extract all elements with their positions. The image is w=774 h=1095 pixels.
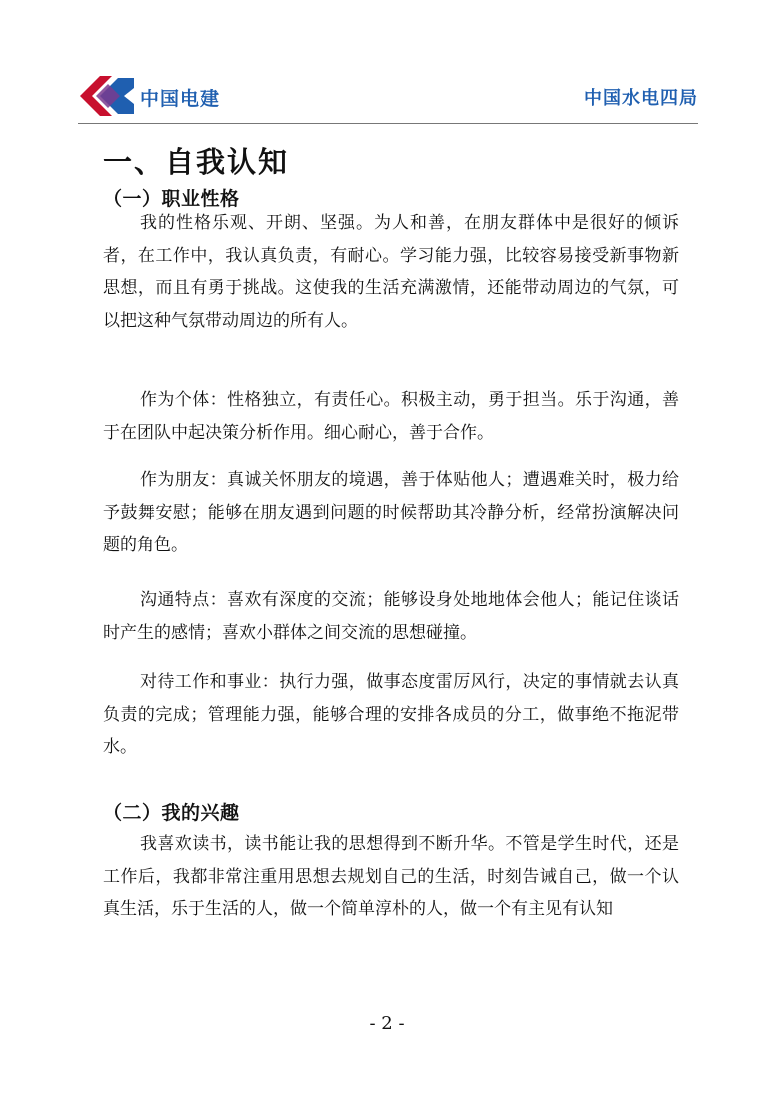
- paragraph-personality-1: 我的性格乐观、开朗、坚强。为人和善，在朋友群体中是很好的倾诉者，在工作中，我认真负责，有耐心。学习能力强，比较容易接受新事物新思想，而且有勇于挑战。这使我的生活充满激情，还能带动周边的气氛，可以把这种气氛带动周边的所有人。: [103, 213, 679, 331]
- paragraph-personality-3: 作为朋友：真诚关怀朋友的境遇，善于体贴他人；遭遇难关时，极力给予鼓舞安慰；能够在朋友遇到问题的时候帮助其冷静分析，经常扮演解决问题的角色。: [103, 470, 679, 555]
- paragraph-personality-5: 对待工作和事业：执行力强，做事态度雷厉风行，决定的事情就去认真负责的完成；管理能力强，能够合理的安排各成员的分工，做事绝不拖泥带水。: [103, 672, 679, 757]
- powerchina-logo-icon: [78, 72, 138, 120]
- subsection-heading-interests: （二）我的兴趣: [103, 802, 240, 824]
- paragraph-personality-4: 沟通特点：喜欢有深度的交流；能够设身处地地体会他人；能记住谈话时产生的感情；喜欢小群体之间交流的思想碰撞。: [103, 590, 679, 643]
- header-rule: [78, 123, 698, 124]
- page-number: - 2 -: [369, 1013, 405, 1034]
- section-title: 一、自我认知: [103, 145, 290, 179]
- paragraph-interests-1: 我喜欢读书，读书能让我的思想得到不断升华。不管是学生时代，还是工作后，我都非常注重用思想去规划自己的生活，时刻告诫自己，做一个认真生活，乐于生活的人，做一个简单淳朴的人，做一个有主见有认知: [103, 834, 679, 919]
- company-name: 中国水电四局: [584, 88, 698, 109]
- page-header: [78, 72, 698, 124]
- subsection-heading-personality: （一）职业性格: [103, 188, 240, 210]
- brand-name: 中国电建: [140, 88, 221, 110]
- paragraph-personality-2: 作为个体：性格独立，有责任心。积极主动，勇于担当。乐于沟通，善于在团队中起决策分析作用。细心耐心，善于合作。: [103, 390, 679, 443]
